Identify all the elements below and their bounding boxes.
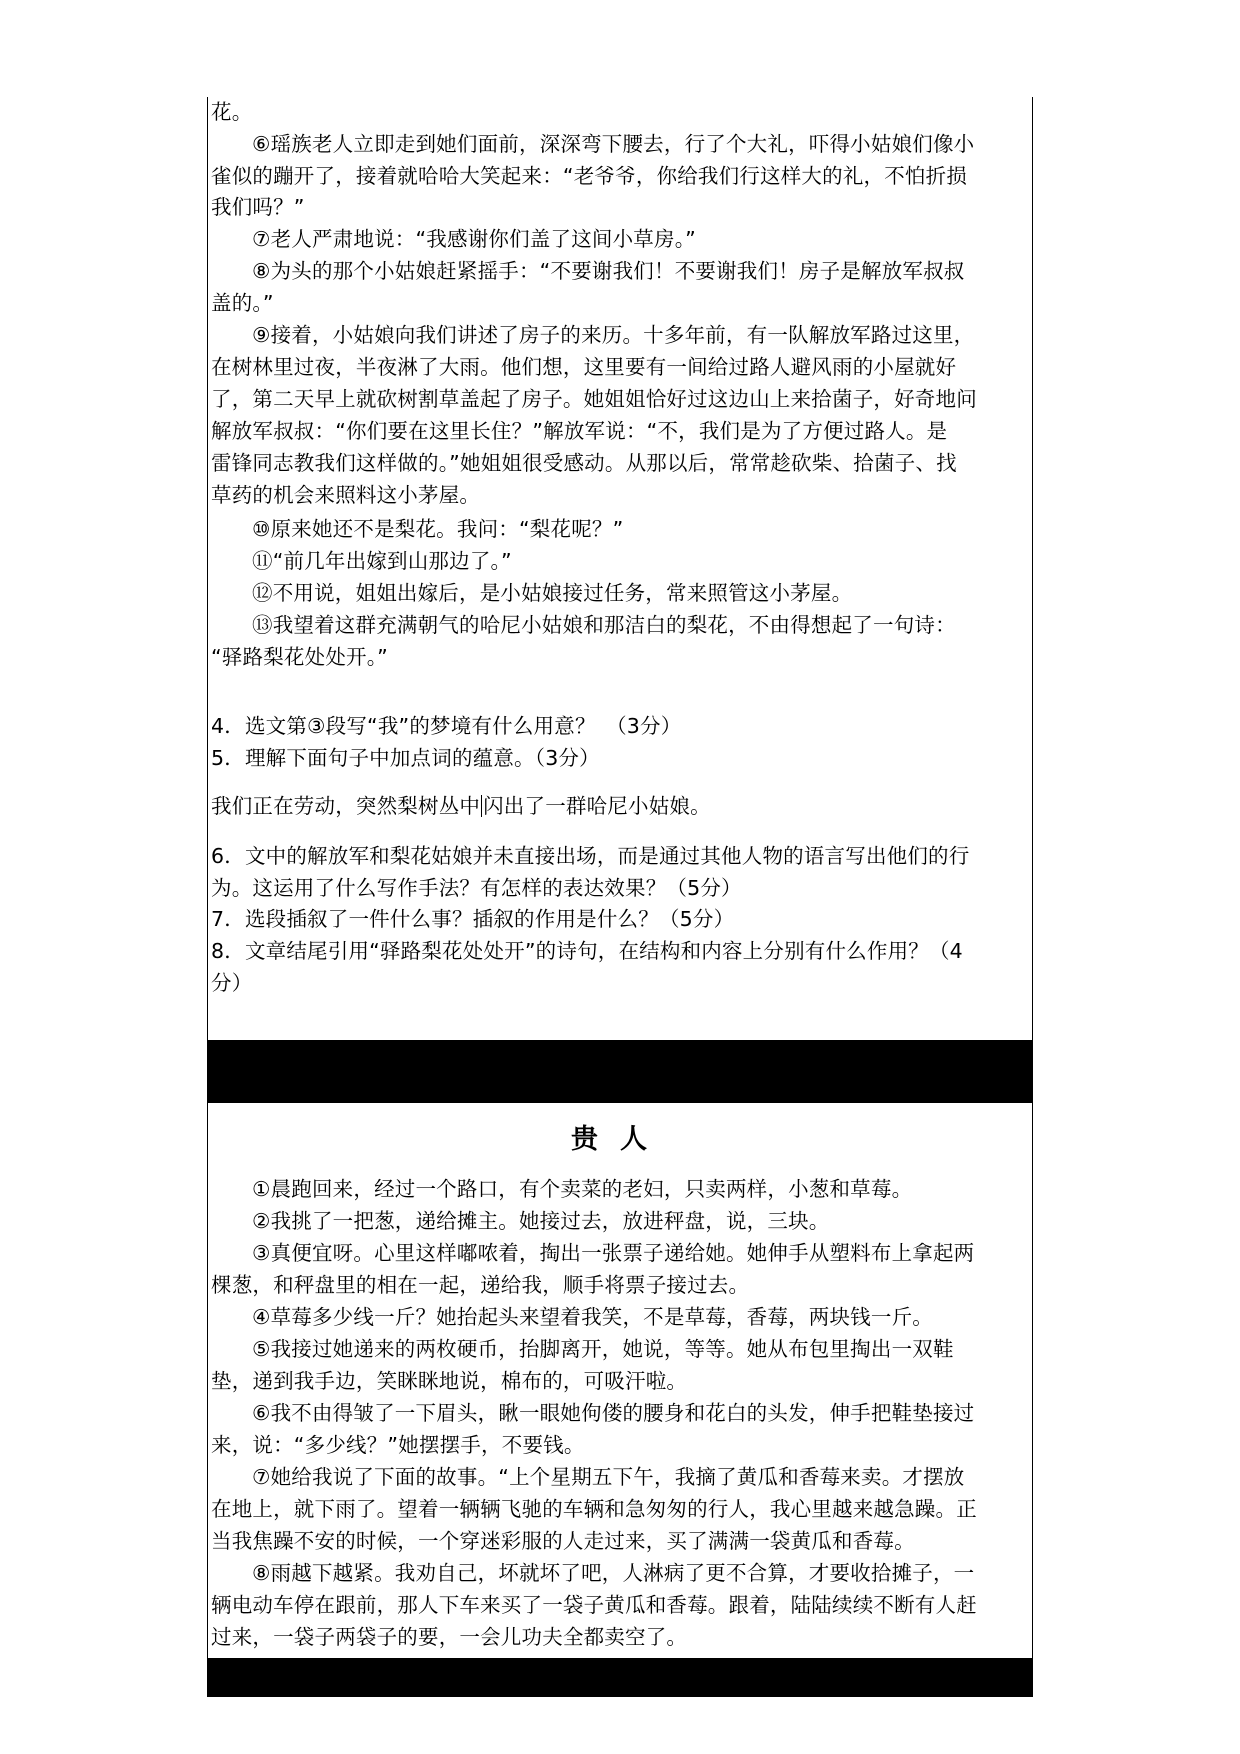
paragraph-4: ④草莓多少线一斤？她抬起头来望着我笑，不是草莓，香莓，两块钱一斤。 bbox=[252, 1305, 933, 1329]
question-8-cont: 分） bbox=[211, 971, 253, 995]
question-7: 7．选段插叙了一件什么事？插叙的作用是什么？（5分） bbox=[211, 907, 735, 931]
paragraph-3: ③真便宜呀。心里这样嘟哝着，掏出一张票子递给她。她伸手从塑料布上拿起两 bbox=[252, 1241, 975, 1265]
paragraph-6: ⑥瑶族老人立即走到她们面前，深深弯下腰去，行了个大礼，吓得小姑娘们像小 bbox=[252, 132, 975, 156]
sentence-part: 我们正在劳动，突然梨树丛中 bbox=[211, 794, 481, 818]
paragraph-7: ⑦她给我说了下面的故事。“上个星期五下午，我摘了黄瓜和香莓来卖。才摆放 bbox=[252, 1465, 965, 1489]
paragraph-5: ⑤我接过她递来的两枚硬币，抬脚离开，她说，等等。她从布包里掏出一双鞋 bbox=[252, 1337, 954, 1361]
paragraph-10: ⑩原来她还不是梨花。我问：“梨花呢？” bbox=[252, 517, 624, 541]
paragraph-line: 垫，递到我手边，笑眯眯地说，棉布的，可吸汗啦。 bbox=[211, 1369, 688, 1393]
paragraph-9: ⑨接着，小姑娘向我们讲述了房子的来历。十多年前，有一队解放军路过这里， bbox=[252, 323, 975, 347]
paragraph-12: ⑫不用说，姐姐出嫁后，是小姑娘接过任务，常来照管这小茅屋。 bbox=[252, 581, 853, 605]
paragraph-line: 来，说：“多少线？”她摆摆手，不要钱。 bbox=[211, 1433, 585, 1457]
paragraph-1: ①晨跑回来，经过一个路口，有个卖菜的老妇，只卖两样，小葱和草莓。 bbox=[252, 1177, 913, 1201]
paragraph-6: ⑥我不由得皱了一下眉头，瞅一眼她佝偻的腰身和花白的头发，伸手把鞋垫接过 bbox=[252, 1401, 975, 1425]
black-divider-band bbox=[207, 1040, 1033, 1103]
paragraph-line: 了，第二天早上就砍树割草盖起了房子。她姐姐恰好过这边山上来拾菌子，好奇地问 bbox=[211, 387, 977, 411]
paragraph-line: 花。 bbox=[211, 100, 253, 124]
question-6-cont: 为。这运用了什么写作手法？有怎样的表达效果？（5分） bbox=[211, 876, 742, 900]
paragraph-line: 解放军叔叔：“你们要在这里长住？”解放军说：“不，我们是为了方便过路人。是 bbox=[211, 419, 948, 443]
black-bottom-band bbox=[207, 1658, 1033, 1697]
paragraph-line: 在树林里过夜，半夜淋了大雨。他们想，这里要有一间给过路人避风雨的小屋就好 bbox=[211, 355, 957, 379]
paragraph-line: 盖的。” bbox=[211, 291, 274, 315]
paragraph-11: ⑪“前几年出嫁到山那边了。” bbox=[252, 549, 512, 573]
paragraph-line: 我们吗？” bbox=[211, 195, 305, 219]
paragraph-line: 辆电动车停在跟前，那人下车来买了一袋子黄瓜和香莓。跟着，陆陆续续不断有人赶 bbox=[211, 1593, 977, 1617]
paragraph-line: 草药的机会来照料这小茅屋。 bbox=[211, 483, 481, 507]
paragraph-8: ⑧雨越下越紧。我劝自己，坏就坏了吧，人淋病了更不合算，才要收拾摊子，一 bbox=[252, 1561, 975, 1585]
paragraph-line: 过来，一袋子两袋子的要，一会儿功夫全都卖空了。 bbox=[211, 1625, 688, 1649]
paragraph-line: 棵葱，和秤盘里的相在一起，递给我，顺手将票子接过去。 bbox=[211, 1273, 750, 1297]
paragraph-2: ②我挑了一把葱，递给摊主。她接过去，放进秤盘，说，三块。 bbox=[252, 1209, 830, 1233]
text-cursor bbox=[481, 795, 482, 817]
paragraph-line: 当我焦躁不安的时候，一个穿迷彩服的人走过来，买了满满一袋黄瓜和香莓。 bbox=[211, 1529, 915, 1553]
question-6: 6．文中的解放军和梨花姑娘并未直接出场，而是通过其他人物的语言写出他们的行 bbox=[211, 844, 970, 868]
question-4: 4．选文第③段写“我”的梦境有什么用意？ （3分） bbox=[211, 714, 682, 738]
paragraph-line: 雷锋同志教我们这样做的。”她姐姐很受感动。从那以后，常常趁砍柴、拾菌子、找 bbox=[211, 451, 957, 475]
question-5-sentence bbox=[211, 790, 711, 823]
paragraph-line: 在地上，就下雨了。望着一辆辆飞驰的车辆和急匆匆的行人，我心里越来越急躁。正 bbox=[211, 1497, 977, 1521]
document-page bbox=[207, 97, 1033, 1697]
paragraph-13: ⑬我望着这群充满朝气的哈尼小姑娘和那洁白的梨花，不由得想起了一句诗： bbox=[252, 613, 956, 637]
paragraph-7: ⑦老人严肃地说：“我感谢你们盖了这间小草房。” bbox=[252, 227, 696, 251]
passage-title: 贵人 bbox=[571, 1124, 669, 1155]
paragraph-line: 雀似的蹦开了，接着就哈哈大笑起来：“老爷爷，你给我们行这样大的礼，不怕折损 bbox=[211, 164, 968, 188]
question-5: 5．理解下面句子中加点词的蕴意。（3分） bbox=[211, 746, 600, 770]
paragraph-line: “驿路梨花处处开。” bbox=[211, 645, 388, 669]
paragraph-8: ⑧为头的那个小姑娘赶紧摇手：“不要谢我们！不要谢我们！房子是解放军叔叔 bbox=[252, 259, 965, 283]
sentence-part: 闪出了一群哈尼小姑娘。 bbox=[483, 794, 711, 818]
question-8: 8．文章结尾引用“驿路梨花处处开”的诗句，在结构和内容上分别有什么作用？（4 bbox=[211, 939, 963, 963]
